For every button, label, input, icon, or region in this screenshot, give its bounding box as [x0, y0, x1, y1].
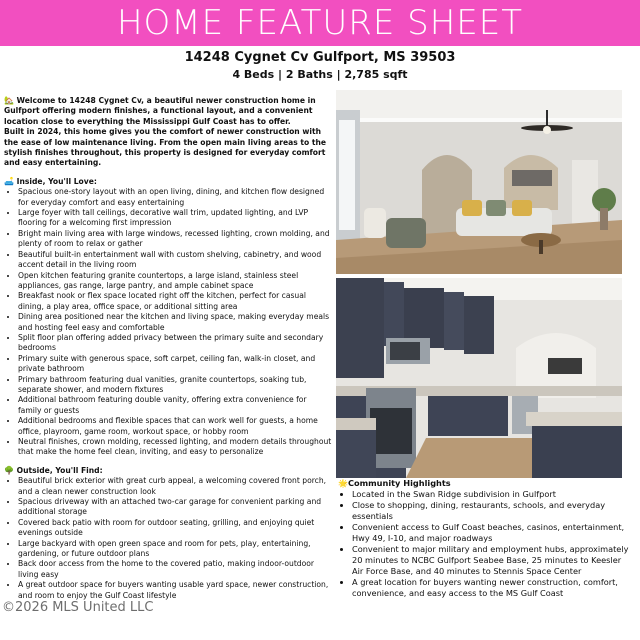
- list-item: • Open kitchen featuring granite countertops, a large island, stainless steel appliances, gas range, large pantry, and ample cabinet space: [18, 271, 332, 292]
- list-item: • Primary suite with generous space, soft carpet, ceiling fan, walk-in closet, and private bathroom: [18, 354, 332, 375]
- list-item: • A great outdoor space for buyers wanting usable yard space, newer construction, and room to enjoy the Gulf Coast lifestyle: [18, 580, 332, 601]
- community-heading-text: Community Highlights: [347, 478, 451, 488]
- intro-line-1: Welcome to 14248 Cygnet Cv, a beautiful newer construction home in Gulfport offering modern finishes, a functional layout, and a convenient location close to everything the Mississippi Gulf Coast has to offer.: [4, 96, 316, 126]
- intro-line-2: Built in 2024, this home gives you the comfort of newer construction with the ease of low maintenance living. From the open main living areas to the stylish finishes throughout, this property is designed for everyday comfort and easy entertaining.: [4, 127, 327, 168]
- star-icon: 🌟: [338, 479, 348, 488]
- sofa-icon: 🛋️: [4, 176, 14, 186]
- community-heading: [338, 478, 634, 489]
- list-item: • Bright main living area with large windows, recessed lighting, crown molding, and plenty of room to relax or gather: [18, 229, 332, 250]
- outside-heading: [4, 466, 332, 476]
- list-item: • A great location for buyers wanting newer construction, comfort, convenience, and easy access to the MS Gulf Coast: [352, 577, 634, 599]
- intro-block: [4, 96, 332, 169]
- community-list: [338, 489, 634, 599]
- outside-heading-text: Outside, You'll Find:: [16, 465, 103, 475]
- inside-list: [4, 187, 332, 458]
- list-item: • Neutral finishes, crown molding, recessed lighting, and modern details throughout that make the home feel clean, inviting, and easy to personalize: [18, 437, 332, 458]
- community-column: [338, 478, 634, 599]
- inside-heading: [4, 177, 332, 187]
- left-column: [4, 96, 332, 601]
- list-item: • Additional bathroom featuring double vanity, offering extra convenience for family or guests: [18, 395, 332, 416]
- list-item: • Dining area positioned near the kitchen and living space, making everyday meals and hosting feel easy and comfortable: [18, 312, 332, 333]
- kitchen-photo: [336, 278, 622, 478]
- list-item: • Covered back patio with room for outdoor seating, grilling, and enjoying quiet evenings outside: [18, 518, 332, 539]
- property-address: 14248 Cygnet Cv Gulfport, MS 39503: [184, 50, 456, 65]
- list-item: • Split floor plan offering added privacy between the primary suite and secondary bedrooms: [18, 333, 332, 354]
- property-specs: 4 Beds | 2 Baths | 2,785 sqft: [232, 68, 408, 81]
- list-item: • Large foyer with tall ceilings, decorative wall trim, updated lighting, and LVP flooring for a welcoming first impression: [18, 208, 332, 229]
- list-item: • Close to shopping, dining, restaurants, schools, and everyday essentials: [352, 500, 634, 522]
- tree-icon: 🌳: [4, 465, 14, 475]
- house-icon: 🏡: [4, 96, 14, 105]
- list-item: • Located in the Swan Ridge subdivision in Gulfport: [352, 489, 634, 500]
- list-item: • Additional bedrooms and flexible spaces that can work well for guests, a home office, playroom, game room, workout space, or hobby room: [18, 416, 332, 437]
- list-item: • Beautiful built-in entertainment wall with custom shelving, cabinetry, and wood accent detail in the living room: [18, 250, 332, 271]
- inside-heading-text: Inside, You'll Love:: [16, 176, 97, 186]
- list-item: • Breakfast nook or flex space located right off the kitchen, perfect for casual dining, a play area, office space, or additional sitting area: [18, 291, 332, 312]
- list-item: • Primary bathroom featuring dual vanities, granite countertops, soaking tub, separate shower, and modern fixtures: [18, 375, 332, 396]
- list-item: • Beautiful brick exterior with great curb appeal, a welcoming covered front porch, and a clean newer construction look: [18, 476, 332, 497]
- mls-watermark: ©2026 MLS United LLC: [2, 600, 154, 615]
- living-room-photo: [336, 90, 622, 274]
- list-item: • Spacious driveway with an attached two-car garage for convenient parking and additional storage: [18, 497, 332, 518]
- list-item: • Back door access from the home to the covered patio, making indoor-outdoor living easy: [18, 559, 332, 580]
- list-item: • Spacious one-story layout with an open living, dining, and kitchen flow designed for everyday comfort and easy entertaining: [18, 187, 332, 208]
- list-item: • Convenient to major military and employment hubs, approximately 20 minutes to NCBC Gulfport Seabee Base, 25 minutes to Keesler Air Force Base, and 40 minutes to Stennis Space Center: [352, 544, 634, 577]
- header-banner: [0, 0, 640, 46]
- outside-list: [4, 476, 332, 601]
- list-item: • Large backyard with open green space and room for pets, play, entertaining, gardening, or future outdoor plans: [18, 539, 332, 560]
- banner-title: HOME FEATURE SHEET: [116, 3, 524, 43]
- list-item: • Convenient access to Gulf Coast beaches, casinos, entertainment, Hwy 49, I-10, and major roadways: [352, 522, 634, 544]
